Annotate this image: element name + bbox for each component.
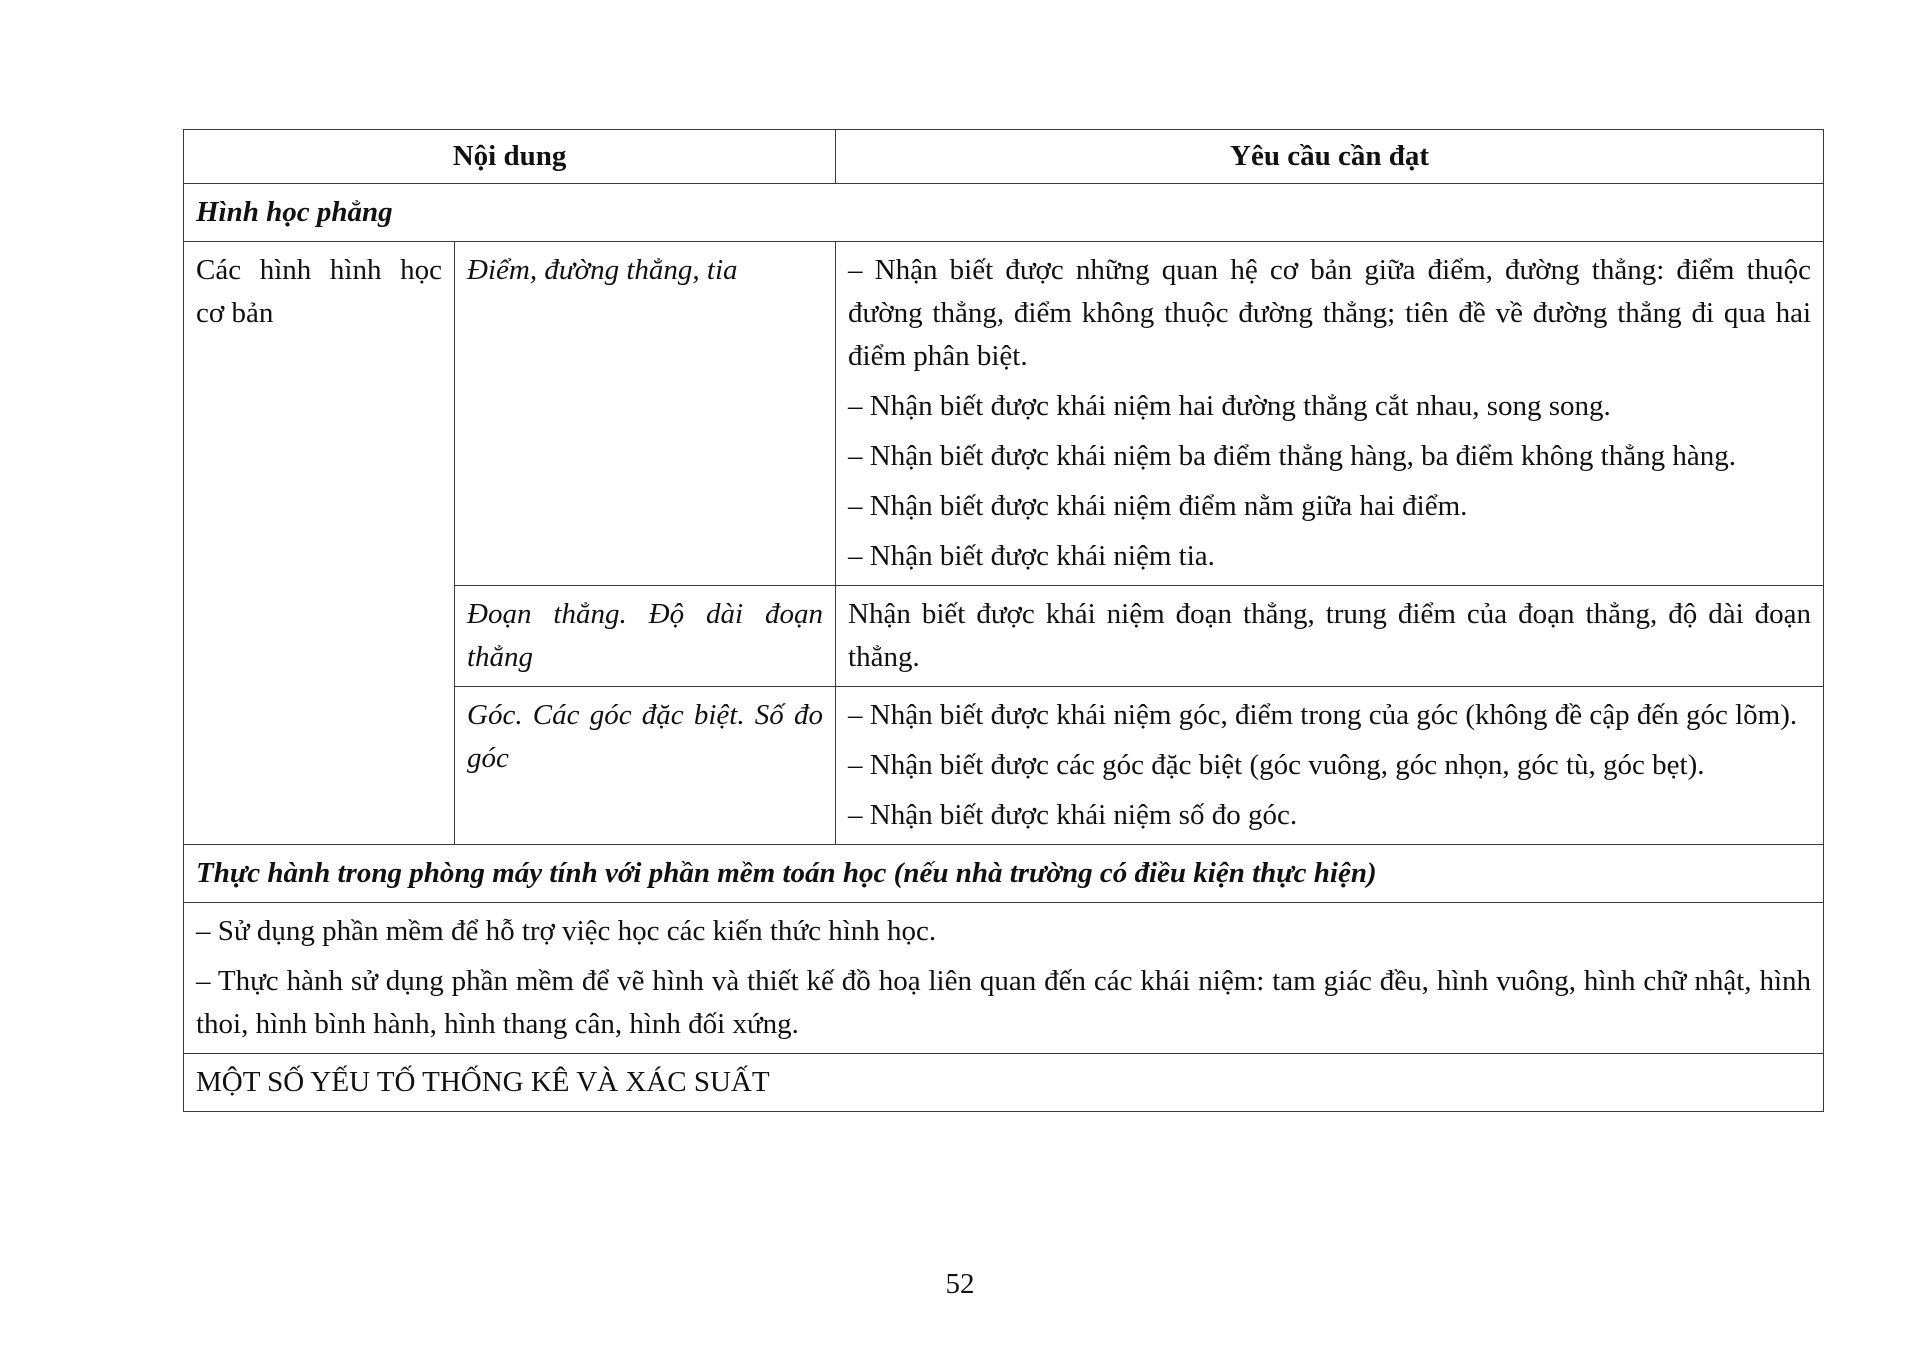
section-title-practice: Thực hành trong phòng máy tính với phần mềm toán học (nếu nhà trường có điều kiện thực hiện) [184, 845, 1824, 903]
requirement-item: – Nhận biết được khái niệm điểm nằm giữa hai điểm. [848, 490, 1468, 522]
section-row-plane-geometry [184, 184, 1824, 242]
topic-basic-shapes: Các hình hình học cơ bản [184, 242, 455, 845]
requirement-item: – Nhận biết được khái niệm hai đường thẳng cắt nhau, song song. [848, 390, 1611, 422]
subtopic-segments: Đoạn thẳng. Độ dài đoạn thẳng [455, 586, 836, 687]
page-number: 52 [945, 1268, 975, 1300]
section-title-statistics: MỘT SỐ YẾU TỐ THỐNG KÊ VÀ XÁC SUẤT [184, 1054, 1824, 1112]
requirement-item: Nhận biết được khái niệm đoạn thẳng, trung điểm của đoạn thẳng, độ dài đoạn thẳng. [848, 598, 1812, 673]
curriculum-table [183, 129, 1824, 1112]
requirement-item: – Nhận biết được khái niệm tia. [848, 540, 1215, 572]
section-row-statistics [184, 1054, 1824, 1112]
table-row [184, 242, 1824, 586]
requirements-points-lines-rays [836, 242, 1824, 586]
requirement-item: – Nhận biết được các góc đặc biệt (góc vuông, góc nhọn, góc tù, góc bẹt). [848, 749, 1705, 781]
practice-item: – Thực hành sử dụng phần mềm để vẽ hình và thiết kế đồ hoạ liên quan đến các khái niệm: tam giác đều, hình vuông, hình chữ nhật, hình thoi, hình bình hành, hình thang cân, hình đối xứng. [196, 965, 1812, 1040]
section-row-practice [184, 845, 1824, 903]
practice-items [184, 903, 1824, 1054]
requirement-item: – Nhận biết được khái niệm số đo góc. [848, 799, 1298, 831]
section-title-plane-geometry: Hình học phẳng [184, 184, 1824, 242]
header-requirements: Yêu cầu cần đạt [836, 130, 1824, 184]
requirement-item: – Nhận biết được khái niệm ba điểm thẳng hàng, ba điểm không thẳng hàng. [848, 440, 1736, 472]
requirements-segments [836, 586, 1824, 687]
header-content: Nội dung [184, 130, 836, 184]
requirements-angles [836, 687, 1824, 845]
table-header-row [184, 130, 1824, 184]
table-row [184, 903, 1824, 1054]
subtopic-points-lines-rays: Điểm, đường thẳng, tia [455, 242, 836, 586]
practice-item: – Sử dụng phần mềm để hỗ trợ việc học các kiến thức hình học. [196, 915, 937, 947]
requirement-item: – Nhận biết được khái niệm góc, điểm trong của góc (không đề cập đến góc lõm). [848, 699, 1798, 731]
subtopic-angles: Góc. Các góc đặc biệt. Số đo góc [455, 687, 836, 845]
requirement-item: – Nhận biết được những quan hệ cơ bản giữa điểm, đường thẳng: điểm thuộc đường thẳng, điểm không thuộc đường thẳng; tiên đề về đường thẳng đi qua hai điểm phân biệt. [848, 254, 1812, 372]
